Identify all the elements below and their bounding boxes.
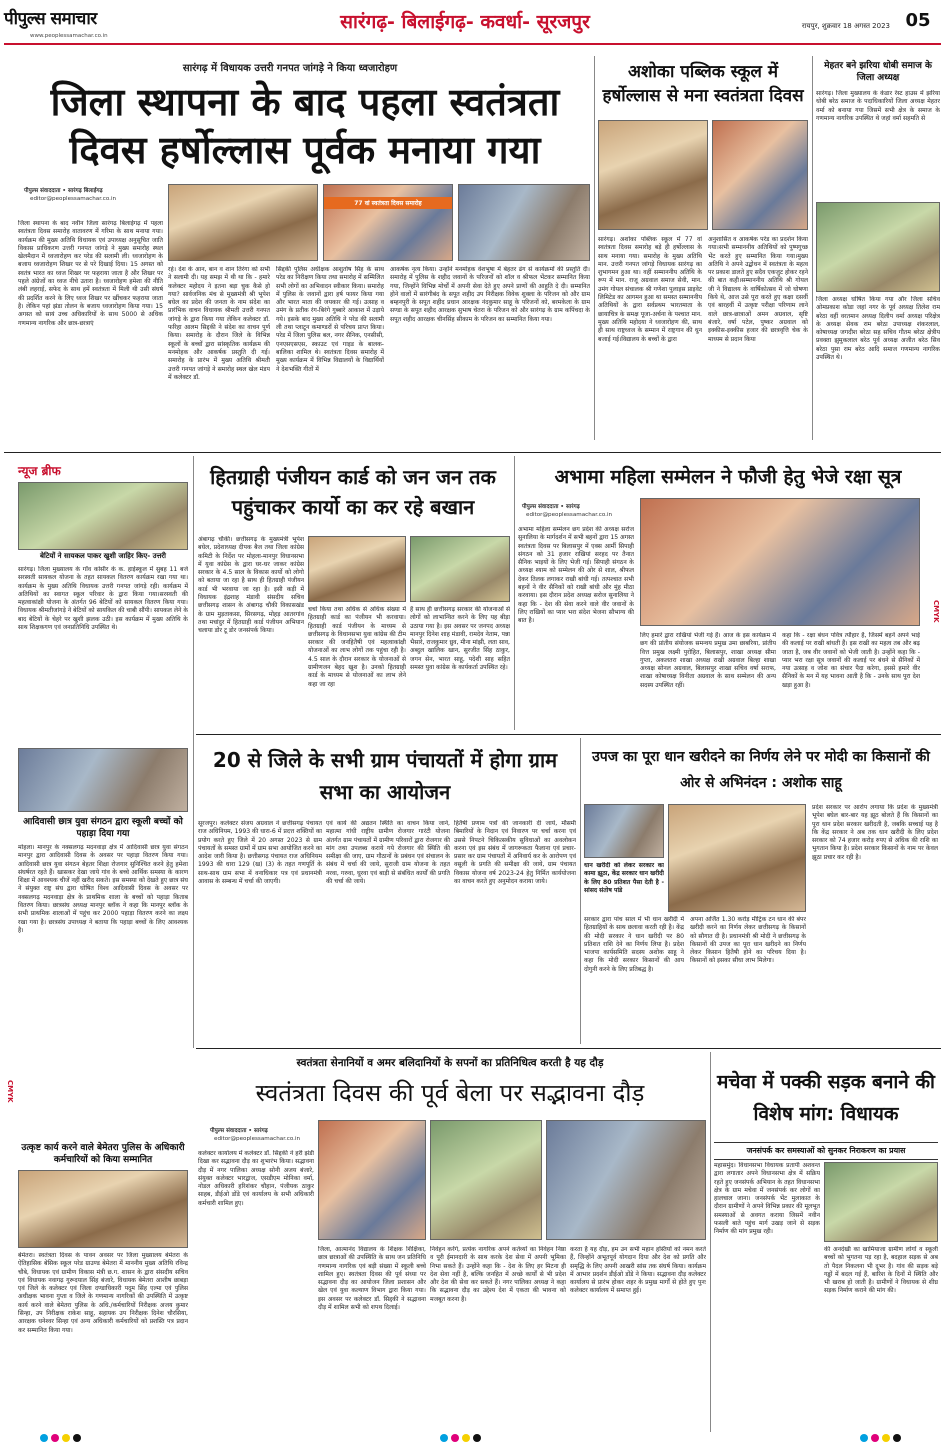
sadbhavna-byline: पीपुल्स संवाददाता • सारंगढ़: [210, 1128, 268, 1134]
masthead-rule: [4, 43, 941, 45]
reg-dot-m: [51, 1434, 59, 1442]
sadbhavna-col-2: जिला, आत्मानंद विद्यालय के शिक्षक शिक्षिका, छात्र छात्राओं की उपस्थिति के साथ जन प्रतिनिधि गणमान्य नागरिक एवं बड़ी संख्या में स्कूली बच्चे शामिल हुए। स्वतंत्रता दिवस की पूर्व संध्या पर सद्भावना दौड़ का आयोजन जिला प्रशासन और खेल एवं युवा कल्याण विभाग द्वारा किया गया। इस अवसर पर कलेक्टर डॉ. सिद्दकी ने सद्भावना दौड़ में शामिल सभी को शपथ दिलाई।: [318, 1246, 426, 1312]
news-brief-label: न्यूज ब्रीफ: [18, 464, 61, 478]
sadbhavna-photo-1: [318, 1120, 426, 1240]
abhama-col-1: अभामा महिला सम्मेलन छग प्रदेश की अध्यक्ष सरोज सुनालिया के मार्गदर्शन में सभी बहनों द्वारा 15 अगस्त स्वतंत्रता दिवस पर बिलासपुर में एक्स आर्मी सिपाही संगठन को 31 हजार राखियां सरहद पर तैनात सैनिक भाइयों के लिए भेजी गई। सिपाही संगठन के अध्यक्ष श्याम को सम्मेलन की ओर से शाल, श्रीफल देकर तिलक लगाकर राखी बांधी गई। तत्पश्चात सभी बहनों ने वीर सैनिकों को राखी बांधी और मुंह मीठा करवाया। इस दौरान प्रदेश अध्यक्ष सरोज सुनालिया ने कहा कि - देश की सेवा करने वाले वीर जवानों के लिए राखियों का प्यार भरा संदेश भेजना सौभाग्य की बात है।: [518, 526, 634, 625]
cmyk-strip-2: [440, 1434, 500, 1444]
mehtar-headline: मेहतर बने झरिया धोबी समाज के जिला अध्यक्ष: [824, 61, 932, 83]
reg-dot-k: [893, 1434, 901, 1442]
main-kicker: सारंगढ़ में विधायक उत्तरी गनपत जांगड़े ने किया ध्वजारोहण: [182, 63, 398, 74]
abhama-col-2: लिए हमारे द्वारा राखियां भेजी गई हैं। आज के इस कार्यक्रम में छग की प्रांतीय संयोजक समन्वय प्रमुख उमा छाबरिया, प्रांतीय वित्त प्रमुख लक्ष्मी पुरोहित, बिलासपुर, शाखा अध्यक्ष सीमा गुप्ता, अकलतरा शाखा अध्यक्ष राखी अग्रवाल बिल्हा शाखा अध्यक्ष सोनल अग्रवाल, बिलासपुर शाखा सचिव वर्षा सराफ, शाखा कोषाध्यक्ष विनीता अग्रवाल के साथ सम्मेलन की अन्य सदस्य उपस्थित रहीं।: [640, 632, 776, 689]
hitgrahi-photo-2: [410, 536, 510, 602]
cycle-caption: बेटियों ने सायकल पाकर खुशी जाहिर किए- उत्तरी: [40, 552, 166, 560]
page-number: 05: [905, 10, 931, 31]
main-divider: [594, 56, 595, 440]
website: www.peoplessamachar.co.in: [30, 33, 108, 39]
dhaan-headline: उपज का पूरा धान खरीदने का निर्णय लेने पर मोदी का किसानों की ओर से अभिनंदन : अशोक साहू: [592, 749, 930, 791]
gram-sabha-col-3: हितैषी प्रणाम पत्रों की जानकारी दी जाये, मौसमी बिमारियों के निदान एवं निवारण पर चर्चा करना एवं उससे निपटने चिकित्सकीय सुविधाओं का अवलोकन करना एवं इस संबंध में जागरूकता फैलाना एवं प्रचार-प्रसार कर ग्राम पंचायतों में अनिवार्य कर के आरोपण एवं वसूली के प्रगति की समीक्षा की जाये, ग्राम पंचायत विकास योजना वर्ष 2023-24 हेतु निर्मित कार्ययोजना का वाचन करते हुए अनुमोदन कराया जाये।: [454, 820, 576, 886]
sadbhavna-col-1: कलेक्टर कार्यालय में कलेक्टर डॉ. सिद्दकी ने हरी झंडी दिखा कर सद्भावना दौड़ का शुभारंभ किया। सद्भावना दौड़ में नगर पालिका अध्यक्ष सोनी अजय बंजारे, संयुक्त कलेक्टर भारद्वाज, एसडीएम मोनिका वर्मा, नोडल अधिकारी हरिशंकर चौहान, पंजीयक ठाकुर साहब, डीईओ डोंडे एवं कार्यालय के सभी अधिकारी कर्मचारी शामिल हुए।: [198, 1150, 314, 1207]
reg-dot-c: [40, 1434, 48, 1442]
main-photo-2: [323, 184, 453, 261]
mid-rule: [196, 734, 941, 735]
reg-dot-c: [440, 1434, 448, 1442]
reg-dot-c: [860, 1434, 868, 1442]
mehtar-col-bottom: जिला अध्यक्ष घोषित किया गया और जिला सचिव ओमप्रकाश कोडा जहां नगर के पूर्व अध्यक्ष तिलेश राम बरेठा वहीं वरतमान अध्यक्ष दिलीप वर्मा अध्यक्ष परिक्षेत्र के अध्यक्ष सेवक राम बरेठा उपाध्यक्ष शंकरलाल, कोषाध्यक्ष जगदीश बरेठा सह सचिव गौतम बरेठा क्षेत्रीय प्रवक्ता झुमुकलाल बरेठ पूर्व अध्यक्ष अजीत बरेठ सिव बरेठा पुसा राम बरेठ आदि समाज गणमान्य नागरिक उपस्थित थे।: [816, 296, 940, 362]
adivasi-photo: [18, 748, 188, 812]
hitgrahi-col-1: अंबागढ़ चौकी। छत्तीसगढ़ के मुख्यमंत्री भूपेश बघेल, प्रदेशाध्यक्ष दीपक बैज तथा जिला कांग्रेस कमिटी के निर्देश पर मोहला-मानपुर विधानसभा में युवा कांग्रेस के द्वारा घर-घर जाकर कांग्रेस सरकार के 4.5 साल के विकास कार्यो को लोगो को बताया जा रहा है साथ ही हितग्राही पंजीयन कार्ड भी भरवाया जा रहा है। इसी कड़ी में विधायक इंद्रशाह मंडावी संसदीय सचिव छत्तीसगढ़ शासन के अंबागढ़ चौकी विकासखंड के ग्राम मुड़ताकसा, सिरसगढ़, मोहड़ आतरगांव तथा मचांदुर में हितग्राही कार्ड पंजीयन अभियान चलाया डोर टू डोर जनसंपर्क किया।: [198, 536, 304, 635]
machewa-headline: मचेवा में पक्की सड़क बनाने की विशेष मांग: विधायक: [717, 1071, 935, 1125]
reg-dot-m: [451, 1434, 459, 1442]
bemetara-photo: [18, 1170, 188, 1248]
abhama-email: editor@peoplessamachar.co.in: [526, 512, 613, 518]
main-photo-banner: 77 वां स्वतंत्रता दिवस समारोह: [324, 197, 452, 209]
hitgrahi-col-3: है साथ ही छत्तीसगढ़ सरकार की योजनाओं से लोगों को लाभान्वित करने के लिए यह बीड़ा उठाया गया है। इस अवसर पर जनपद अध्यक्ष मानपुर दिनेश शाह मंडावी, रामदेव नेताम, पन्ना भैसारे, राजकुमार ध्रुव, मीना मांझी, लता साव, अब्दुल खालिक खान, सुरजीत सिंह ठाकुर, जगन सेन, भारत साहू, पदेशी साह सहित समस्त युवा कांग्रेस के कार्यकर्ता उपस्थित रहे।: [410, 606, 510, 672]
main-col-4: आकर्षक नृत्य किया। उन्होंने मनमोहक वेशभूषा में बेहतर ढंग से कार्यक्रमों की प्रस्तुति दी। समारोह में पुलिस के शहीद जवानों के परिजनों को शॉल व श्रीफल भेंटकर सम्मानित किया गया, जिन्होंने विभिन्न मोर्चों में अपनी सेवा देते हुए अपने प्राणों की आहुति दे दी। सम्मानित होने वालों में सारंगीबंद के सपूत शहीद उप निरीक्षक विवेक शुक्ला के परिजन को और ग्राम बम्हनपुरी के सपूत शहीद प्रधान आरक्षक नंदकुमार साहू के परिजनों को, बरमकेला के ग्राम सण्डा के सपूत शहीद आरक्षक सुभाष चेतरा के परिजन को और सारंगढ़ के ग्राम कपिंचदा के सपूत शहीद आरक्षक चीनसिंह सीकाम के परिजन का सम्मानित किया गया।: [390, 266, 590, 323]
main-photo-3: [458, 184, 590, 261]
ashoka-headline: अशोका पब्लिक स्कूल में हर्षोल्लास से मना स्वतंत्रता दिवस: [602, 62, 804, 106]
cmyk-strip-1: [40, 1434, 100, 1444]
adivasi-headline: आदिवासी छात्र युवा संगठन द्वारा स्कूली बच्चों को पहाड़ा दिया गया: [23, 817, 183, 839]
dhaan-col-3: प्रदेश सरकार पर आरोप लगाया कि प्रदेश के मुख्यमंत्री भूपेश बघेल बार-बार यह झूठ बोलते हैं कि किसानों का पूरा धान प्रदेश सरकार खरीदती है, जबकि सच्चाई यह है कि केंद्र सरकार ने अब तक धान खरीदी के लिए प्रदेश सरकार को 74 हजार करोड़ रुपए से अधिक की राशि का भुगतान किया है। प्रदेश सरकार किसानों के नाम पर केवल झूठा प्रचार कर रही है।: [812, 804, 938, 861]
reg-dot-k: [473, 1434, 481, 1442]
cycle-photo: [18, 482, 188, 550]
main-byline: पीपुल्स संवाददाता • सारंगढ़ बिलाईगढ़: [24, 188, 103, 194]
ashoka-photo-2: [712, 120, 808, 230]
ashoka-photo-1: [598, 120, 708, 230]
sadbhavna-photo-2: [430, 1120, 542, 1240]
main-email: editor@peoplessamachar.co.in: [30, 196, 117, 202]
ashoka-col-2: अनुशासित व आकर्षक परेड का प्रदर्शन किया गया।सभी सम्माननीय अतिथियों को पुष्पगुच्छ भेंट करते हुए सम्मानित किया गया।मुख्य अतिथि ने अपने उद्बोधन में स्वतंत्रता के महत्व पर प्रकाश डालते हुए सदैव एकजुट होकर रहने की बात कही।सम्माननीय अतिथि श्री गोयल जी ने विद्यालय के वार्षिकोत्सव में जो घोषणा किये थे, आज उसे पूरा करते हुए कक्षा दसवीं एवं बारहवीं में उत्कृष्ट परीक्षा परिणाम लाने वाले छात्र-छात्राओं अमन अग्रवाल, सृष्टि बंजारे, वर्षा पटेल, पुष्कर अग्रवाल को इक्कीस-इक्कीस हजार की छात्रवृत्ति चेक के माध्यम से प्रदान किया: [708, 236, 808, 343]
bemetara-headline: उत्कृष्ट कार्य करने वाले बेमेतरा पुलिस के अधिकारी कर्मचारियों को किया सम्मानित: [21, 1143, 185, 1165]
dhaan-photo-1: [584, 804, 664, 858]
machewa-subhead: जनसंपर्क कर समस्याओं को सुनकर निराकरण का प्रयास: [714, 1142, 938, 1160]
sadbhavna-kicker: स्वतंत्रता सेनानियों व अमर बलिदानियों के सपनों का प्रतिनिधित्व करती है यह दौड़: [296, 1057, 604, 1069]
sadbhavna-divider: [710, 1052, 711, 1432]
sadbhavna-col-4: करता है यह दौड़, हम उन सभी महान हस्तियों को नमन करते हैं, जिन्होंने अभूतपूर्व योगदान दिया और देश को प्रगति और समृद्धि के लिए अपनी आखरी सांस तक संघर्ष किया। कार्यक्रम में आभार प्रदर्शन डीईओ डोंडे ने किया। सद्भावना दौड़ कलेक्टर कार्यालय से प्रारंभ होकर शहर के प्रमुख मार्गों से होते हुए पुनः कलेक्टर कार्यालय में समाप्त हुई।: [570, 1246, 706, 1295]
paper-name: पीपुल्स समाचार: [4, 9, 97, 29]
main-photo-1: [168, 184, 318, 261]
main-col-3: सिद्दकी पुलिस अधीक्षक आशुतोष सिंह के साथ परेड का निरीक्षण किया तथा समारोह में सम्मिलित सभी लोगों का अभिवादन स्वीकार किया। समारोह में पुलिस के जवानों द्वारा हर्ष फायर किया गया और भारत माता की जयकार की गई। उत्साह व उमंग के प्रतीक रंग-बिरंगे गुब्बारे आकाश में उड़ाये गये। इसके बाद मुख्य अतिथि ने परेड की सलामी ली तथा प्लाटून कमाण्डरों से परिचय प्राप्त किया। परेड में जिला पुलिस बल, नगर सैनिक, एनसीसी, एनएसएसएस, स्काउट एवं गाइड के बालक-बालिका शामिल थे। स्वतंत्रता दिवस समारोह में मुख्य कार्यक्रम में विभिन्न विद्यालयों के विद्यार्थियों ने देशभक्ति गीतों में: [276, 266, 384, 373]
hitgrahi-headline: हितग्राही पंजीयन कार्ड को जन जन तक पहुंचाकर कार्यो का कर रहे बखान: [210, 465, 496, 519]
reg-dot-m: [871, 1434, 879, 1442]
abhama-headline: अभामा महिला सम्मेलन ने फौजी हेतु भेजे रक्षा सूत्र: [554, 466, 902, 488]
lower-rule: [196, 1048, 941, 1049]
hitgrahi-divider: [514, 456, 515, 730]
mehtar-photo: [816, 202, 940, 292]
cycle-body: सारंगढ़। जिला मुख्यालय के गाँव कोसीर के क. हाईस्कूल में सुबह 11 बजे सरस्वती सायकल योजना के तहत सायकल वितरण कार्यक्रम रखा गया था। कार्यक्रम के मुख्य अतिथि विधायक उत्तरी गनपत जांगड़े रही। कार्यक्रम में अतिथियों का स्वागत स्कूल परिवार के द्वारा किया गया।सरस्वती की महत्वाकांक्षी योजना के अंतर्गत 96 बेटियों को सायकल वितरण किया गया। विधायक श्रीमतीजांगड़े ने बेटियों को सायकिल की चाबी सौंपी। सायकल लेने के बाद बेटियों के चेहरे पर खुशी झलक उठी। इस कार्यक्रम में मुख्य अतिथि के साथ शिक्षकगण एवं जनप्रतिनिधि उपस्थित थे।: [18, 566, 188, 632]
ashoka-divider: [812, 56, 813, 440]
mehtar-col-top: सारंगढ़। जिला मुख्यालय के केडार रेस्ट हाउस में झरिया धोबी बरेठ समाज के पदाधिकारियों जिला अध्यक्ष मेहतर वर्मा को बनाया गया जिसमें सभी क्षेत्र के समाज के गणमान्य नागरिक उपस्थित थे जहां वर्मा सहमति से: [816, 90, 940, 122]
bemetara-body: बेमेतरा। स्वतंत्रता दिवस के पावन अवसर पर जिला मुख्यालय बेमेतरा के ऐतिहासिक बेसिक स्कूल परेड ग्राउण्ड बेमेतरा में माननीय मुख्य अतिथि रविन्द्र चौबे, विधायक एवं ग्रामीण विकास मंत्री छ.ग. शासन के द्वारा संसदीय सचिव एवं विधायक नवागढ़ गुरूदयाल सिंह बंजारे, विधायक बेमेतरा आशीष छाबड़ा एवं जिले के कलेक्टर एवं जिला दण्डाधिकारी पदुम सिंह एल्मा एवं पुलिस अधीक्षक भावना गुप्ता व जिले के गणमान्य नागरिकों की उपस्थिति में उत्कृष्ट कार्य करने वाले बेमेतरा पुलिस के अधि./कर्मचारियों निरीक्षक अजय कुमार सिन्हा, उप निरीक्षक राकेश साहू, सहायक उप निरीक्षक दिनेश चौरसिया, आरक्षक धनेश्वर सिन्हा एवं अन्य अधिकारी कर्मचारियों को प्रशस्ति पत्र प्रदान कर सम्मानित किया गया।: [18, 1252, 188, 1334]
gram-sabha-col-1: सूरजपुर। कलेक्टर संजय अग्रवाल ने छत्तीसगढ़ पंचायत राज अधिनियम, 1993 की धारा-6 में प्रदत्त शक्तियों का प्रयोग करते हुए जिले में 20 अगस्त 2023 से ग्राम पंचायतों के समस्त ग्रामों में ग्राम सभा आयोजित करने का आदेश जारी किया है। छत्तीसगढ़ पंचायत राज अधिनियम 1993 की धारा 129 (ख) (3) के तहत गणपूर्ति के साथ-साथ ग्राम सभा में वनाधिकार पत्र एवं प्रधानमंत्री आवास के सम्बन्ध में चर्चा की जाएगी।: [198, 820, 322, 886]
reg-dot-y: [882, 1434, 890, 1442]
main-headline: जिला स्थापना के बाद पहला स्वतंत्रता दिवस हर्षोल्लास पूर्वक मनाया गया: [50, 80, 560, 172]
dateline: रायपुर, शुक्रवार 18 अगस्त 2023: [801, 22, 890, 30]
top-section-rule: [4, 452, 941, 453]
sadbhavna-email: editor@peoplessamachar.co.in: [214, 1136, 301, 1142]
main-col-2: रहे। देश के आन, बान व शान तिरंगा को सभी ने सलामी दी। यह समझ में थी था कि - हमारे कलेक्टर महोदय ने इतना बड़ा चुक कैसे हो गया? सार्वजनिक मंच से मुख्यमंत्री श्री भूपेश बघेल का प्रदेश की जनता के नाम संदेश का प्रारंभिक वाचन विधायक श्रीमती उत्तरी गनपत जांगड़े के द्वारा किया गया लेकिन कलेक्टर डॉ. फरिहा आलम सिद्दकी ने संदेश का वाचन पूर्ण किया। समारोह के दौरान जिले के विभिन्न स्कूलों के बच्चों द्वारा सांस्कृतिक कार्यक्रम की मनमोहक और आकर्षक प्रस्तुति दी गई। समारोह के प्रारंभ में मुख्य अतिथि श्रीमती उत्तरी गनपत जांगड़े ने समारोह स्थल खेल मंडप में कलेक्टर डॉ.: [168, 266, 270, 381]
abhama-col-3: कहा कि - रक्षा बंधन पवित्र त्यौहार है, जिसमें बहनें अपने भाई की कलाई पर राखी बांधती हैं। इस राखी का महत्व तब और बढ़ जाता है, जब वीर जवानों को भेजी जाती है। उन्होंने कहा कि - प्यार भरा रक्षा सूत्र जवानों की कलाई पर बंधने से सैनिकों में नया उत्साह व जोश का संचार पैदा करेगा, इससे हमारे वीर सैनिकों के मन में यह भावना आती है कि - उनके साथ पूरा देश खड़ा हुआ है।: [782, 632, 920, 689]
sadbhavna-col-3: निर्वहन करेंगे, प्रत्येक नागरिक अपने कर्तव्यों का निर्वहन निष्ठा व पूरी ईमानदारी के साथ करके देश सेवा में अपनी भूमिका निभा सकते हैं। उन्होंने कहा कि - देश के लिए हर मिटना ही देश सेवा नहीं है, बल्कि जनहित में अच्छे कार्यों से भी प्रदेश और देश की सेवा कर सकते हैं। नगर पालिका अध्यक्ष ने कहा कि सद्भावना दौड़ का उद्देश्य देश में एकता की भावना को मजबूत करना है।: [430, 1246, 566, 1303]
dhaan-photo-caption: धान खरीदी को लेकर सरकार का कामा झूठा, केंद्र सरकार धान खरीदी के लिए 80 प्रतिशत पैसा देती है - सांसद संतोष पांडे: [584, 862, 664, 894]
cmyk-label-right: CMYK: [932, 600, 940, 623]
dhaan-photo-2: [668, 804, 806, 912]
districts-banner: सारंगढ़- बिलाईगढ़- कवर्धा- सूरजपुर: [340, 11, 590, 33]
dhaan-col-1: सरकार द्वारा पांच साल में भी धान खरीदी में हितग्राहियों के साथ छलावा करती रही है। केंद्र की मोदी सरकार ने धान खरीदी पर 80 प्रतिशत राशि देने का निर्णय लिया है। प्रदेश भाजपा कार्यसमिति सदस्य अशोक साहू ने कहा कि मोदी सरकार किसानों की आय दोगुनी करने के लिए प्रतिबद्ध है।: [584, 916, 684, 973]
hitgrahi-photo-1: [308, 536, 406, 602]
sadbhavna-photo-3: [546, 1120, 706, 1240]
cmyk-strip-3: [860, 1434, 920, 1444]
gram-sabha-headline: 20 से जिले के सभी ग्राम पंचायतों में होगा ग्राम सभा का आयोजन: [212, 748, 558, 804]
main-col-1: जिला स्थापना के बाद नवीन जिला सारंगढ़ बिलाईगढ़ में पहला स्वतंत्रता दिवस समारोह वातावरण में गरिमा के साथ मनाया गया। कार्यक्रम की मुख्य अतिथि विधायक एवं उपाध्यक्ष अनुसूचित जाति विकास प्राधिकरण उत्तरी गनपत जांगड़े ने मुख्य समारोह स्थल खेलमैदान में ध्वजारोहण कर परेड की सलामी ली। ध्वजारोहण के बजाय ध्वजारोहण शिखर पर से परे दिखाई दिया। 15 अगस्त को स्वतंत्र भारत का ध्वज शिखर पर फहराया जाता है और शिखर पर पहले अंग्रेजों का ध्वज नीचे उतारा है। ध्वजारोहण हमेशा की नीति लंबी लहराई, सफेद के साथ हमें स्वतंत्रता में मिली थी उसी संघर्ष की प्रदर्शित करने के लिए ध्वज शिखर पर खींचकर फहराया जाता है। लेकिन पहां झंडा तोलन के बजाय ध्वजारोहण किया गया। 15 अगस्त को सायं उच्च अधिकारियों के साथ 5000 से अधिक गणमान्य नागरिक और छात्र-छात्राएं: [18, 220, 163, 327]
gram-sabha-divider: [580, 738, 581, 1044]
gram-sabha-col-2: एवं कार्य की अद्यतन स्थिति का वाचन किया जाने, महात्मा गांधी राष्ट्रीय ग्रामीण रोजगार गारंटी योजना अंतर्गत ग्राम पंचायतों में ग्रामीण परिवारों द्वारा रोजगार की मांग तथा उपलब्ध कराये गये रोजगार की स्थिति की समीक्षा की जाए, ग्राम गौठानों के प्रबंधन एवं संचालन के संबंध में चर्चा की जाये, सुराजी ग्राम योजना के तहत नरवा, गरुवा, घुरवा एवं बाड़ी से संबंधित कार्यों की प्रगति की चर्चा की जाये।: [326, 820, 450, 886]
reg-dot-y: [462, 1434, 470, 1442]
left-rail-divider: [193, 456, 194, 1048]
ashoka-col-1: सारंगढ़। अशोका पब्लिक स्कूल में 77 वां स्वतंत्रता दिवस समारोह बड़े ही हर्षोल्लास के साथ मनाया गया। समारोह के मुख्य अतिथि मान. उत्तरी गनपत जांगड़े विधायक सारंगढ़ का शुभागमन हुआ था। वहीं सम्माननीय अतिथि के रूप में मान. राजू अग्रवाल समाज सेवी, मान. उमंग गोयल संचालक श्री गणेशा पुलाइस प्राइवेट लिमिटेड का आगमन हुआ था समस्त सम्माननीय अतिथियों के द्वारा सर्वप्रथम भारतमाता के छायाचित्र के समक्ष पूजा-अर्चना के पश्चात मान. मुख्य अतिथि महोदया ने ध्वजारोहण की, साथ ही साथ राष्ट्रध्वज के सम्मान में राष्ट्रगान की धुन बजाई गई।विद्यालय के बच्चों के द्वारा: [598, 236, 702, 343]
dhaan-col-2: अपना अर्जित 1.30 करोड़ मीट्रिक टन धान की बंपर खरीदी करने का निर्णय लेकर छत्तीसगढ़ के किसानों को सौगात दी है। प्रधानमंत्री श्री मोदी ने छत्तीसगढ़ के किसानों की उपज का पूरा धान खरीदने का निर्णय लेकर किसान हितैषी होने का परिचय दिया है। किसानों को इसका सीधा लाभ मिलेगा।: [690, 916, 806, 965]
machewa-col-2: की अनदेखी का खामियाजा ग्रामीण लोगों व स्कूली बच्चों को भुगतना पड़ रहा है, बदहाल सड़क से अब तो पैदल निकलना भी दूभर है। गांव की सड़क बड़े गड्ढों में बदल गई हैं, बारिश के दिनों में स्थिति और भी खराब हो जाती है। ग्रामीणों ने विधायक से शीघ्र सड़क निर्माण कराने की मांग की।: [824, 1246, 938, 1295]
reg-dot-k: [73, 1434, 81, 1442]
abhama-photo: [640, 498, 920, 626]
adivasi-body: मोहला। मानपुर के नक्सलगढ़ मदनवाड़ा क्षेत्र में आदिवासी छात्र युवा संगठन मानपुर द्वारा आदिवासी दिवस के अवसर पर पहाड़ा वितरण किया गया। आदिवासी छात्र युवा संगठन बेहतर शिक्षा रोजगार सुनिश्चित करने हेतु हमेशा संघर्षरत रहते हैं। खासकर देखा जाये गांव के बच्चे आर्थिक समस्या के कारण शिक्षा में आवश्यक चीजें नहीं खरीद सकते। इस समस्या को देखते हुए छात्र संघ ने संयुक्त राष्ट्र संघ द्वारा घोषित विश्व आदिवासी दिवस के अवसर पर नक्सलगढ़ मदनवाड़ा क्षेत्र के प्राथमिक शाला के बच्चों को पहाड़ा किताब वितरण किया। छात्रसंघ अध्यक्ष मानपुर ब्लॉक ने कहा कि मानपुर ब्लॉक के सभी प्राथमिक शालाओं में पहुंच कर 2000 पहाड़ा वितरण करने का लक्ष्य रखा गया है। छात्रसंघ उपाध्यक्ष ने बताया कि पहाड़ा बच्चों के लिए आवश्यक है।: [18, 844, 188, 934]
abhama-byline: पीपुल्स संवाददाता • सारंगढ़: [522, 504, 580, 510]
machewa-col-1: महासमुंद। विधानसभा विधायक प्रतापी अशवन्त द्वारा लगातार अपने विधानसभा क्षेत्र में सक्रिय रहते हुए जनसंपर्क अभियान के तहत विधानसभा क्षेत्र के ग्राम मचेवा में जनसंपर्क कर लोगों का हालचाल जाना। जनसंपर्क भेंट मुलाकात के दौरान ग्रामीणों ने अपने विभिन्न प्रकार की मूलभूत समस्याओं से अवगत कराया जिसमें नवीन फसली बाते पहुंच मार्ग उखड़ जाने से सड़क निर्माण की मांग प्रमुख रही।: [714, 1162, 820, 1236]
masthead: [0, 0, 945, 46]
sadbhavna-headline: स्वतंत्रता दिवस की पूर्व बेला पर सद्भावना दौड़: [255, 1079, 645, 1107]
reg-dot-y: [62, 1434, 70, 1442]
paper-logo: [4, 6, 154, 34]
hitgrahi-col-2: चर्चा किया तथा अधिक से अधिक संख्या में हितग्राही कार्ड का पंजीयन भी करवाया। हितग्राही कार्ड पंजीयन के माध्यम से छत्तीसगढ़ के विधानसभा युवा कांग्रेस की टीम सरकार की जनहितैषी एवं महत्वाकांक्षी योजनाओं का लाभ लोगों तक पहुंचा रही है। 4.5 साल के दौरान सरकार के योजनाओं से ग्रामीणजन बेहद खुश है। उनको हितग्राही कार्ड के माध्यम से योजनाओं का लाभ लेने कहा जा रहा: [308, 606, 406, 688]
cmyk-label-left: CMYK: [6, 1080, 14, 1103]
machewa-photo: [824, 1162, 938, 1242]
